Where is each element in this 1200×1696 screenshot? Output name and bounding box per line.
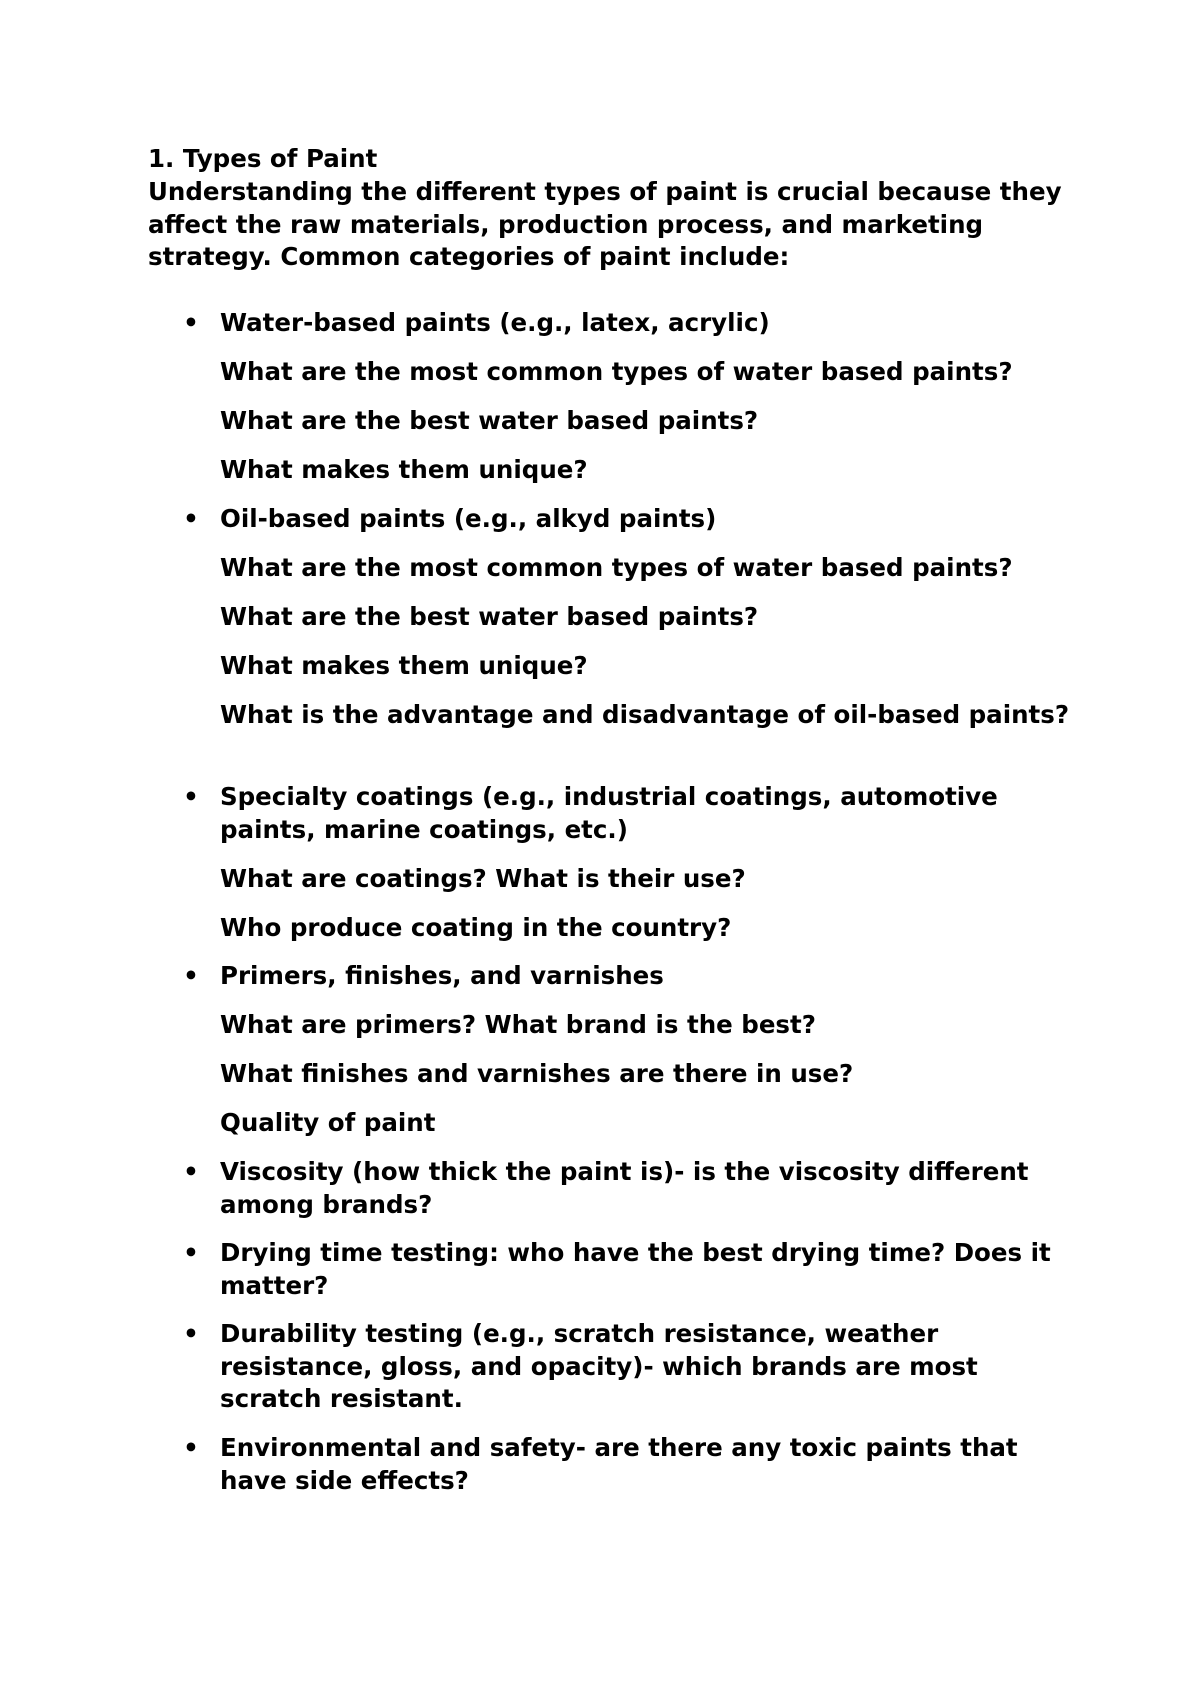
bullet-icon: • (183, 1238, 199, 1267)
sub-question: What are primers? What brand is the best? (220, 1010, 816, 1039)
sub-question: Quality of paint (220, 1108, 436, 1137)
sub-question: What are the most common types of water based paints? (220, 553, 1013, 582)
sub-question: What are coatings? What is their use? (220, 864, 746, 893)
list-item-label: Drying time testing: who have the best drying time? Does it matter? (220, 1238, 1051, 1300)
sub-question: What is the advantage and disadvantage of oil-based paints? (220, 700, 1070, 729)
bullet-icon: • (183, 1319, 199, 1348)
list-item-label: Water-based paints (e.g., latex, acrylic) (220, 308, 770, 337)
bullet-icon: • (183, 782, 199, 811)
bullet-icon: • (183, 1433, 199, 1462)
section-heading: 1. Types of Paint (148, 144, 378, 173)
sub-question: What makes them unique? (220, 455, 588, 484)
bullet-icon: • (183, 961, 199, 990)
bullet-icon: • (183, 1157, 199, 1186)
sub-question: What makes them unique? (220, 651, 588, 680)
bullet-icon: • (183, 504, 199, 533)
sub-question: What are the best water based paints? (220, 406, 759, 435)
intro-paragraph: Understanding the different types of paint is crucial because they affect the raw materials, production process, and marketing strategy. Common categories of paint include: (148, 177, 1062, 271)
list-item-label: Environmental and safety- are there any toxic paints that have side effects? (220, 1433, 1018, 1495)
list-item-label: Oil-based paints (e.g., alkyd paints) (220, 504, 717, 533)
sub-question: Who produce coating in the country? (220, 913, 732, 942)
list-item-label: Durability testing (e.g., scratch resistance, weather resistance, gloss, and opacity)- which brands are most scratch resistant. (220, 1319, 978, 1413)
sub-question: What are the most common types of water based paints? (220, 357, 1013, 386)
sub-question: What finishes and varnishes are there in use? (220, 1059, 854, 1088)
list-item-label: Viscosity (how thick the paint is)- is the viscosity different among brands? (220, 1157, 1029, 1219)
sub-question: What are the best water based paints? (220, 602, 759, 631)
bullet-icon: • (183, 308, 199, 337)
list-item-label: Primers, finishes, and varnishes (220, 961, 664, 990)
list-item-label: Specialty coatings (e.g., industrial coatings, automotive paints, marine coatings, etc.) (220, 782, 998, 844)
